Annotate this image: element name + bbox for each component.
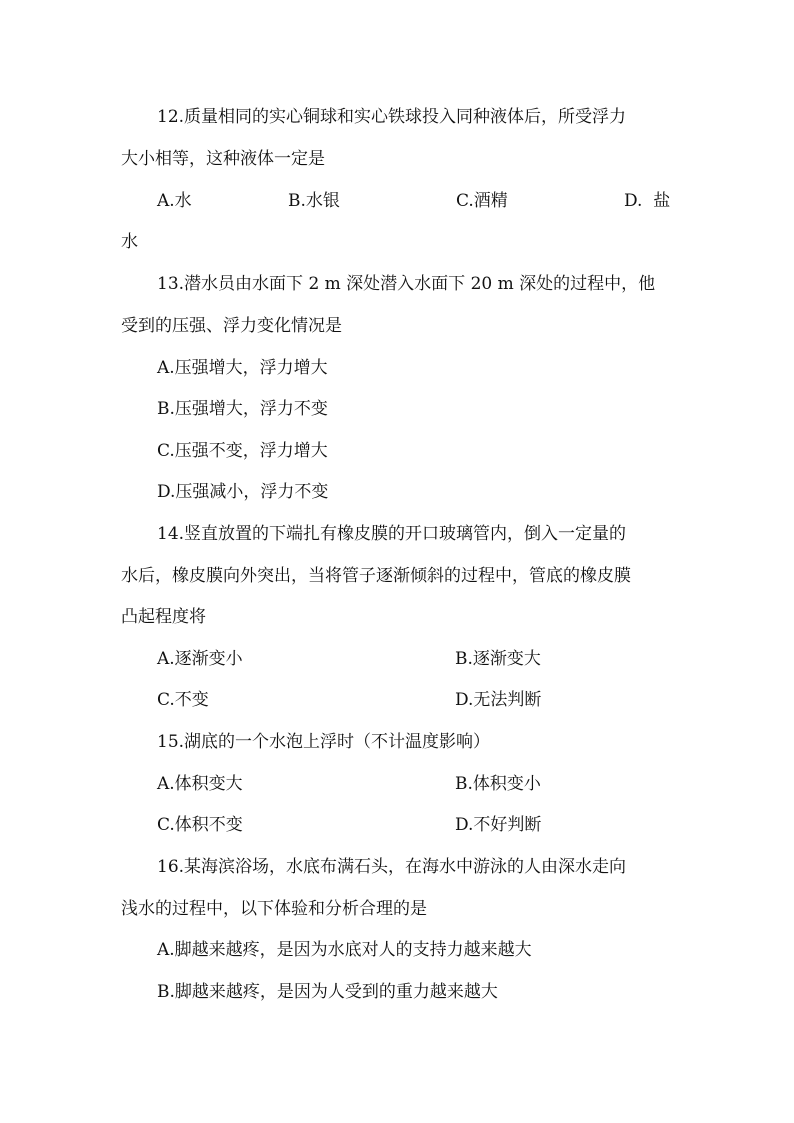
q13-option-c: C.压强不变，浮力增大 <box>157 441 328 461</box>
q16-stem-line1: 16.某海滨浴场，水底布满石头，在海水中游泳的人由深水走向 <box>157 857 627 877</box>
q12-option-c: C.酒精 <box>456 191 508 211</box>
q14-option-d: D.无法判断 <box>455 690 542 710</box>
q15-option-a: A.体积变大 <box>157 774 243 794</box>
q12-stem-line1: 12.质量相同的实心铜球和实心铁球投入同种液体后，所受浮力 <box>157 107 627 127</box>
q15-option-c: C.体积不变 <box>157 815 243 835</box>
q12-option-b: B.水银 <box>288 191 340 211</box>
q13-option-a: A.压强增大，浮力增大 <box>157 358 328 378</box>
q14-stem-line2: 水后，橡皮膜向外突出，当将管子逐渐倾斜的过程中，管底的橡皮膜 <box>121 566 631 586</box>
q13-stem-line1: 13.潜水员由水面下 2 m 深处潜入水面下 20 m 深处的过程中，他 <box>157 274 656 294</box>
q16-option-b: B.脚越来越疼，是因为人受到的重力越来越大 <box>157 982 498 1002</box>
q15-stem-line1: 15.湖底的一个水泡上浮时（不计温度影响） <box>157 732 491 752</box>
q14-stem-line3: 凸起程度将 <box>121 607 206 627</box>
q12-option-a: A.水 <box>157 191 192 211</box>
q13-option-d: D.压强减小，浮力不变 <box>157 482 329 502</box>
q15-option-b: B.体积变小 <box>455 774 541 794</box>
q14-stem-line1: 14.竖直放置的下端扎有橡皮膜的开口玻璃管内，倒入一定量的 <box>157 524 627 544</box>
q12-stem-line2: 大小相等，这种液体一定是 <box>121 149 325 169</box>
q13-option-b: B.压强增大，浮力不变 <box>157 399 328 419</box>
q15-option-d: D.不好判断 <box>455 815 542 835</box>
q12-option-d: D. 盐 <box>624 191 671 211</box>
q16-option-a: A.脚越来越疼，是因为水底对人的支持力越来越大 <box>157 940 532 960</box>
q14-option-c: C.不变 <box>157 690 209 710</box>
q12-option-d-cont: 水 <box>121 232 138 252</box>
q16-stem-line2: 浅水的过程中，以下体验和分析合理的是 <box>121 899 427 919</box>
q13-stem-line2: 受到的压强、浮力变化情况是 <box>121 316 342 336</box>
q14-option-b: B.逐渐变大 <box>455 649 541 669</box>
q14-option-a: A.逐渐变小 <box>157 649 243 669</box>
